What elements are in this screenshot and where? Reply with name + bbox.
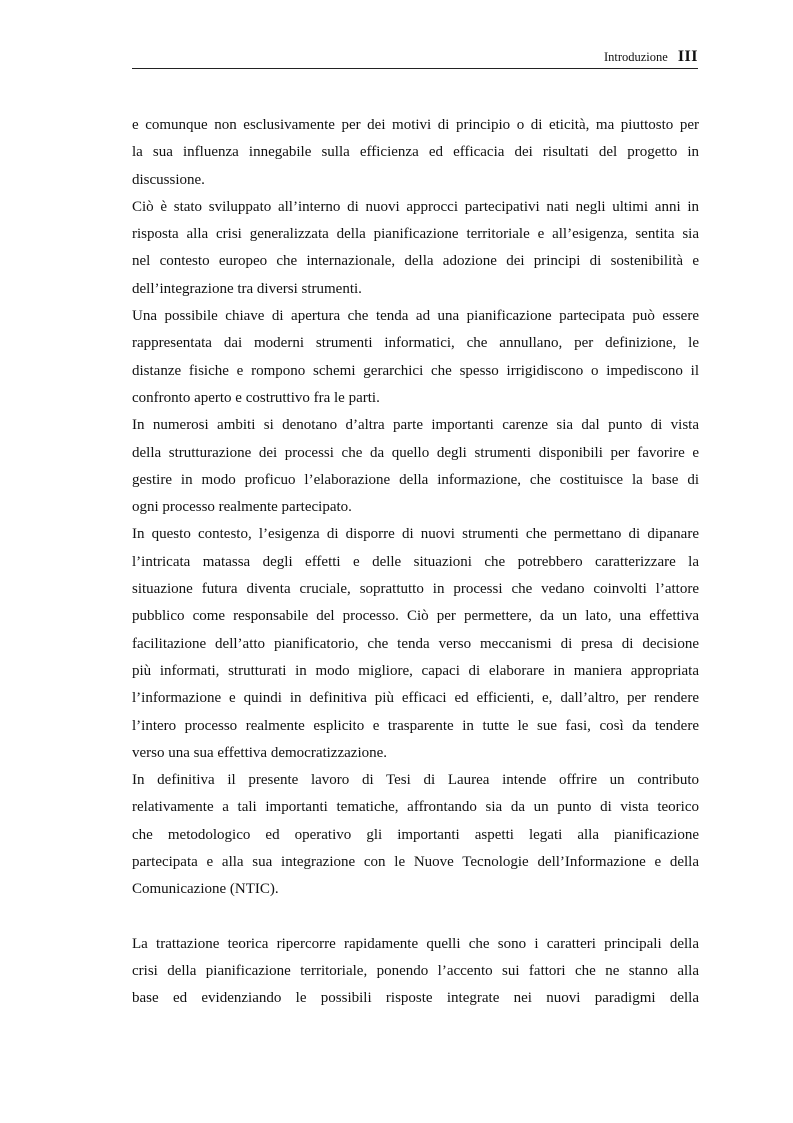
text-line: distanze fisiche e rompono schemi gerarchici che spesso irrigidiscono o impediscono il [132, 362, 699, 379]
text-line: l’informazione e quindi in definitiva più efficaci ed efficienti, e, dall’altro, per rendere [132, 690, 699, 707]
text-line: pubblico come responsabile del processo. Ciò per permettere, da un lato, una effettiva [132, 608, 699, 625]
text-line: l’intero processo realmente esplicito e trasparente in tutte le sue fasi, così da tendere [132, 717, 699, 734]
text-line: relativamente a tali importanti tematiche, affrontando sia da un punto di vista teorico [132, 799, 699, 816]
text-line: La trattazione teorica ripercorre rapidamente quelli che sono i caratteri principali della [132, 935, 699, 952]
paragraph [132, 194, 699, 303]
text-line: gestire in modo proficuo l’elaborazione della informazione, che costituisce la base di [132, 471, 699, 488]
text-line: base ed evidenziando le possibili risposte integrate nei nuovi paradigmi della [132, 990, 699, 1007]
text-line: Comunicazione (NTIC). [132, 881, 279, 898]
paragraph [132, 767, 699, 903]
text-line: risposta alla crisi generalizzata della pianificazione territoriale e all’esigenza, sentita sia [132, 226, 699, 243]
paragraph [132, 303, 699, 412]
text-line: l’intricata matassa degli effetti e delle situazioni che potrebbero caratterizzare la [132, 553, 699, 570]
header-page-number: III [677, 48, 698, 65]
paragraph [132, 112, 699, 194]
text-line: confronto aperto e costruttivo fra le parti. [132, 389, 380, 406]
text-line: In definitiva il presente lavoro di Tesi di Laurea intende offrire un contributo [132, 772, 699, 789]
text-line: facilitazione dell’atto pianificatorio, che tenda verso meccanismi di presa di decisione [132, 635, 699, 652]
text-line: dell’integrazione tra diversi strumenti. [132, 280, 362, 297]
text-line: e comunque non esclusivamente per dei motivi di principio o di eticità, ma piuttosto per [132, 117, 699, 133]
text-line: ogni processo realmente partecipato. [132, 499, 352, 516]
paragraph [132, 931, 699, 1013]
text-line: la sua influenza innegabile sulla efficienza ed efficacia dei risultati del progetto in [132, 144, 699, 161]
text-line: verso una sua effettiva democratizzazione. [132, 744, 388, 761]
text-line: partecipata e alla sua integrazione con le Nuove Tecnologie dell’Informazione e della [132, 854, 699, 871]
text-line: nel contesto europeo che internazionale, della adozione dei principi di sostenibilità e [132, 253, 699, 270]
text-line: Ciò è stato sviluppato all’interno di nuovi approcci partecipativi nati negli ultimi anni in [132, 198, 699, 215]
text-line: crisi della pianificazione territoriale, ponendo l’accento sui fattori che ne stanno alla [132, 962, 699, 979]
text-line: In numerosi ambiti si denotano d’altra parte importanti carenze sia dal punto di vista [132, 417, 699, 434]
text-line: che metodologico ed operativo gli importanti aspetti legati alla pianificazione [132, 826, 699, 843]
text-line: situazione futura diventa cruciale, soprattutto in processi che vedano coinvolti l’attore [132, 581, 699, 598]
running-header [132, 48, 698, 69]
paragraph [132, 412, 699, 521]
text-line: discussione. [132, 171, 205, 188]
text-line: più informati, strutturati in modo migliore, capaci di elaborare in maniera appropriata [132, 662, 699, 679]
header-section-title: Introduzione [603, 50, 668, 64]
text-line: rappresentata dai moderni strumenti informatici, che annullano, per definizione, le [132, 335, 699, 352]
text-line: Una possibile chiave di apertura che tenda ad una pianificazione partecipata può essere [132, 308, 699, 325]
text-line: In questo contesto, l’esigenza di disporre di nuovi strumenti che permettano di dipanare [132, 526, 699, 543]
text-line: della strutturazione dei processi che da quello degli strumenti disponibili per favorire e [132, 444, 699, 461]
body-text [132, 112, 699, 1013]
paragraph [132, 521, 699, 767]
